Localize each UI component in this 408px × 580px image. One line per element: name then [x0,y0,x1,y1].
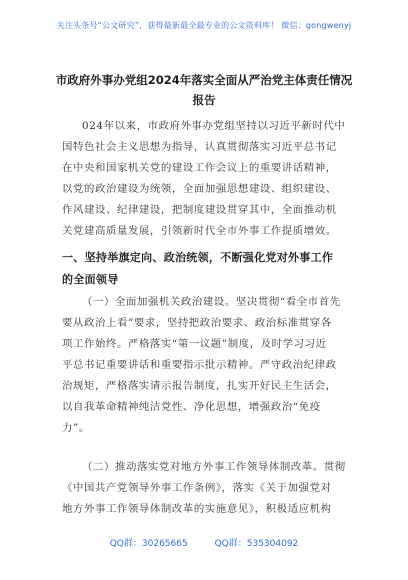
paragraph-2 [62,457,352,520]
paragraph-2-line: 《中国共产党领导外事工作条例》，落实《关于加强党对 [62,482,332,494]
intro-line: 024年以来，市政府外事办党组坚持以习近平新时代中 [82,120,346,132]
qq-group-2-text: QQ群：535304092 [214,539,299,549]
section-1-heading-line-2: 的全面领导 [62,273,119,286]
qq-group-1-text: QQ群：30265665 [109,539,188,549]
paragraph-2-line: 地方外事工作领导体制改革的实施意见》，积极适应机构 [62,503,332,515]
paragraph-1-line: （一）全面加强机关政治建设。坚决贯彻“看全市首先 [82,296,341,308]
paragraph-1-line: 平总书记重要讲话和重要指示批示精神。严守政治纪律政 [62,359,337,371]
intro-line: 国特色社会主义思想为指导，认真贯彻落实习近平总书记 [62,141,337,153]
paragraph-1-line: 力”。 [62,422,90,434]
intro-paragraph [62,116,352,242]
document-title-line-2: 报告 [192,93,216,107]
document-title-line-1: 市政府外事办党组2024年落实全面从严治党主体责任情况 [55,73,353,87]
intro-line: 以党的政治建设为统领，全面加强思想建设、组织建设、 [62,183,337,195]
paragraph-1-line: 项工作始终。严格落实“第一议题”制度，及时学习习近 [62,338,327,350]
section-1-heading-line-1: 一、坚持举旗定向、政治统领，不断强化党对外事工作 [62,251,334,264]
paragraph-1-line: 以自我革命精神纯洁党性、净化思想，增强政治“免疫 [62,401,321,413]
intro-line: 作风建设、纪律建设，把制度建设贯穿其中，全面推动机 [62,204,337,216]
bottom-banner [0,536,408,549]
top-banner-text: 关注头条号“公文研究”，获得最新最全最专业的公文资料库！ 微信：gongwenyj [56,21,352,30]
paragraph-2-line: （二）推动落实党对地方外事工作领导体制改革。贯彻 [82,461,346,473]
intro-line: 关党建高质量发展，引领新时代全市外事工作提质增效。 [62,225,337,237]
paragraph-1-line: 要从政治上看”要求，坚持把政治要求、政治标准贯穿各 [62,317,332,329]
intro-line: 在中央和国家机关党的建设工作会议上的重要讲话精神， [62,162,337,174]
paragraph-1 [62,292,352,439]
paragraph-1-line: 治规矩，严格落实请示报告制度，扎实开好民主生活会， [62,380,337,392]
